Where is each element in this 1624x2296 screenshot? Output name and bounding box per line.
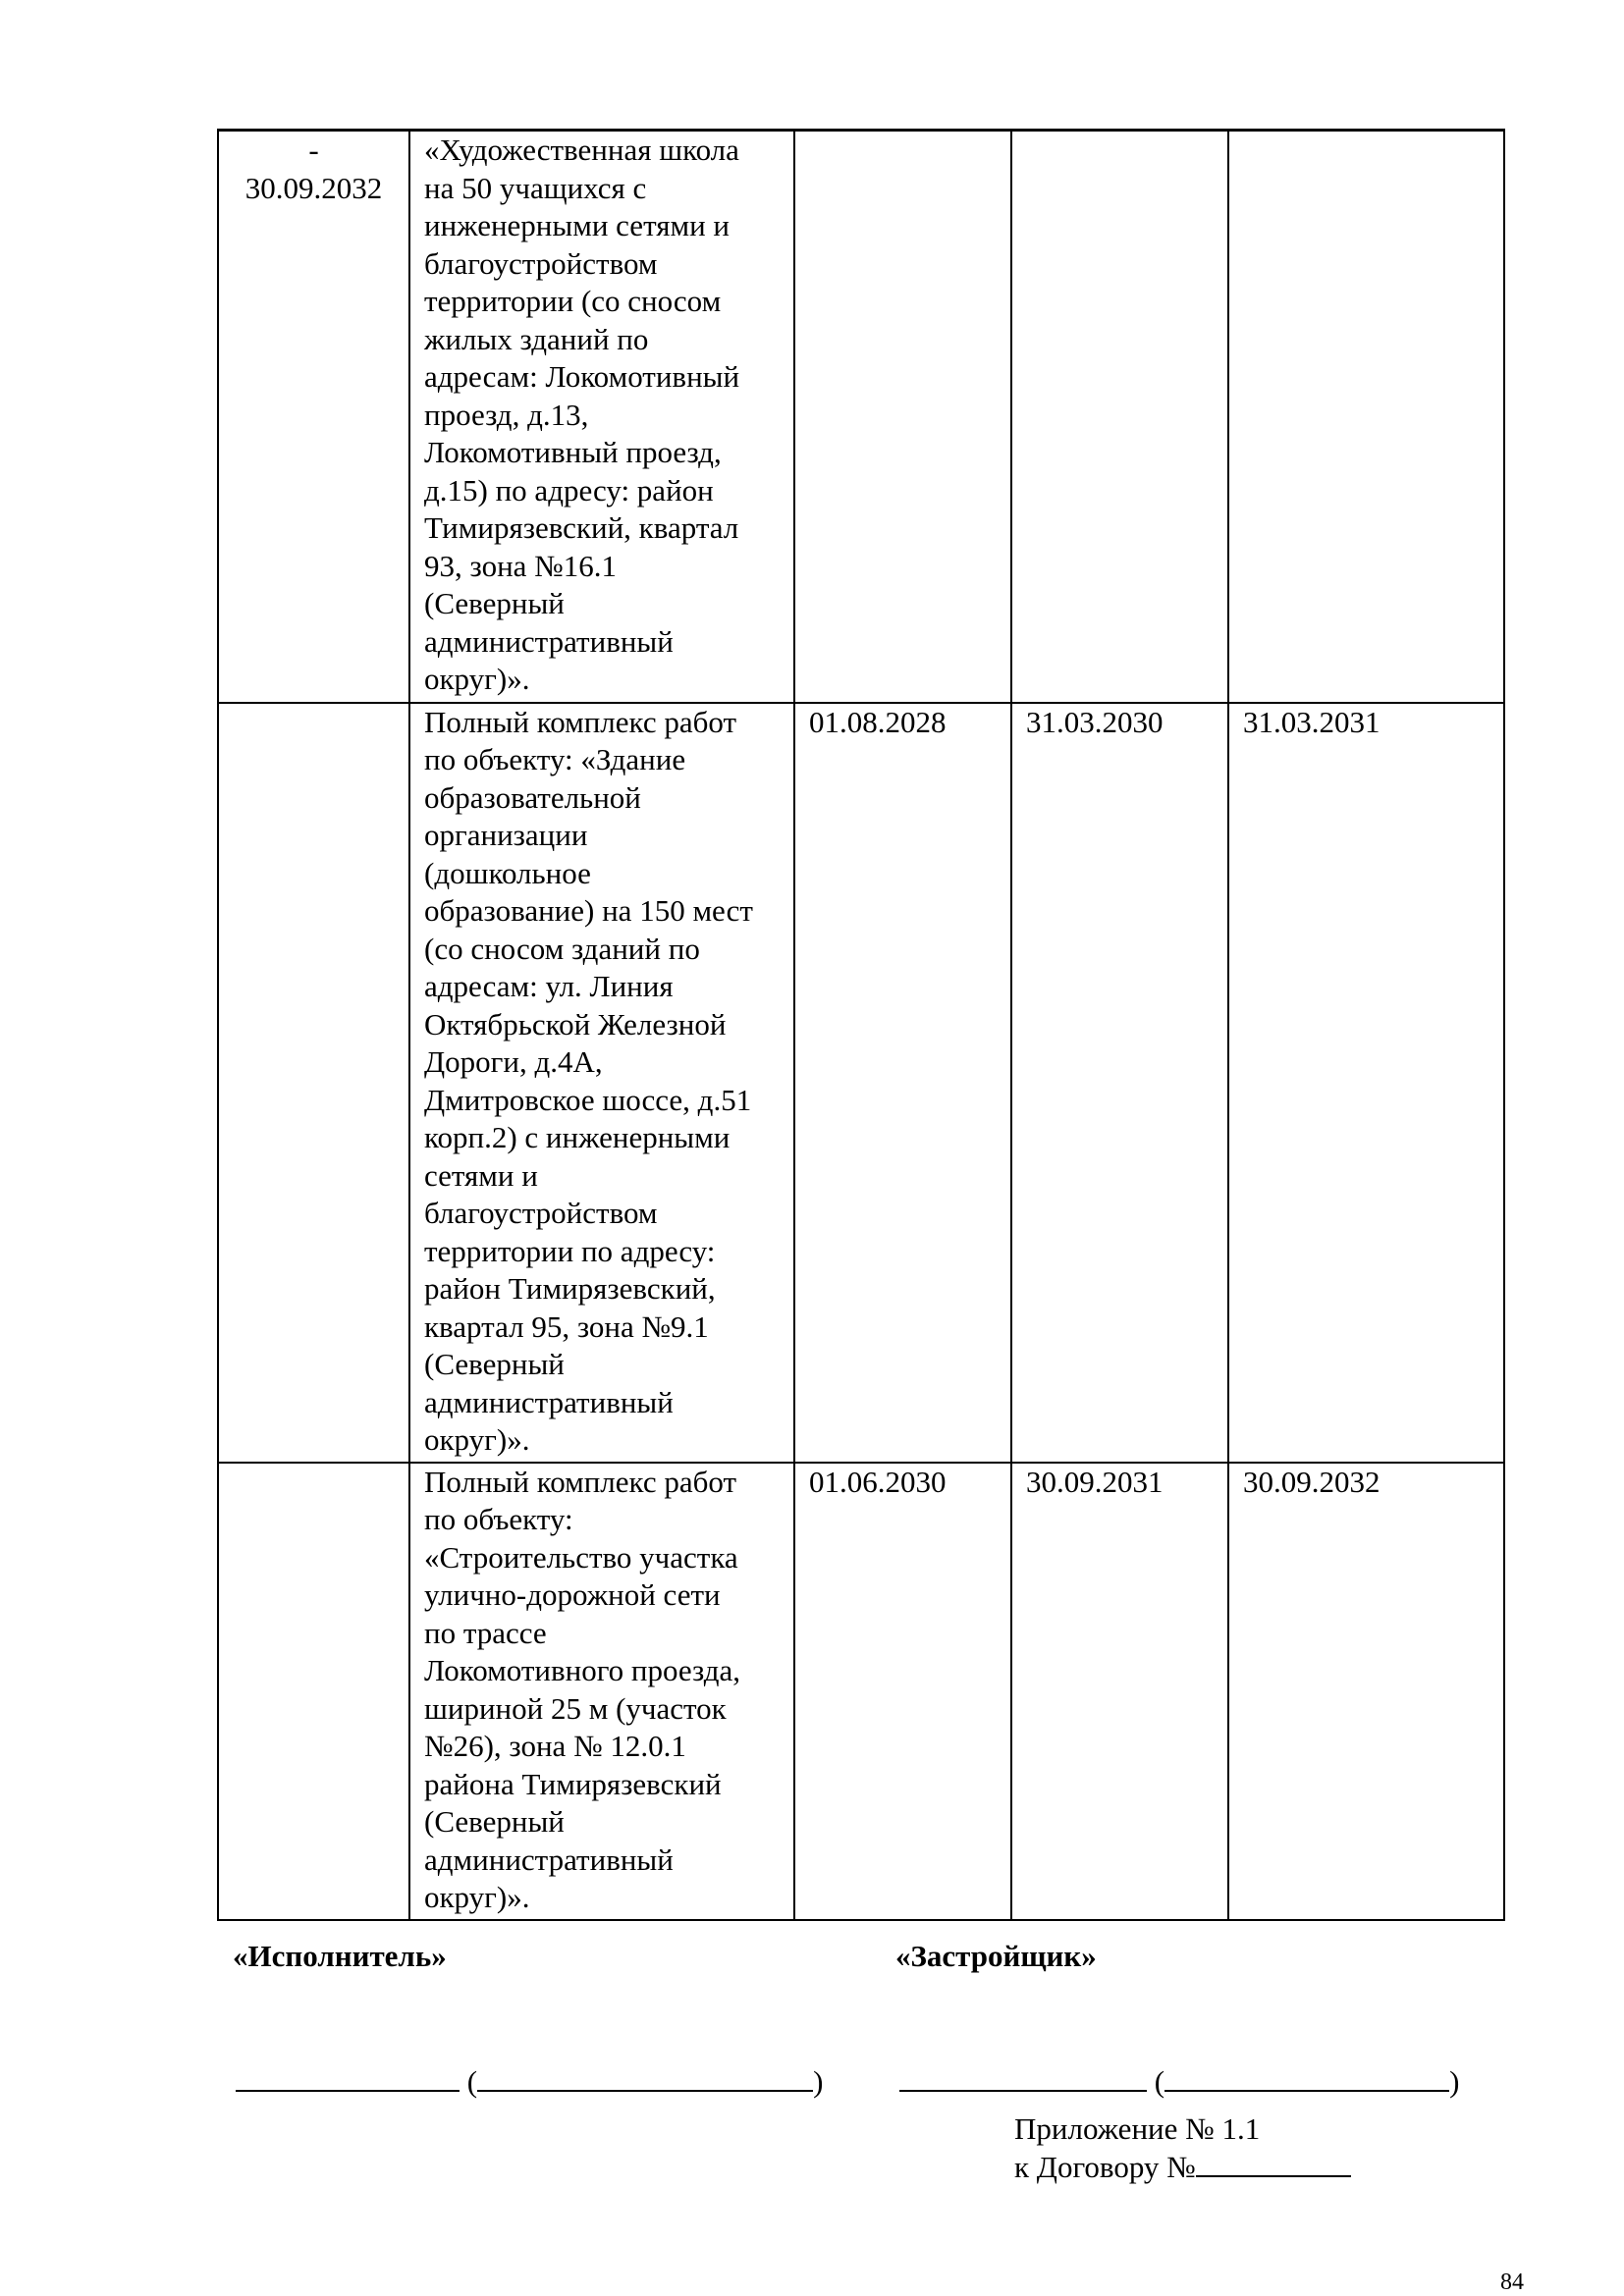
date-cell-3 [1228, 131, 1504, 703]
dash-mark: - [308, 133, 319, 167]
date-cell-3: 30.09.2032 [1228, 1463, 1504, 1920]
start-date-cell [218, 703, 409, 1463]
schedule-table [217, 129, 1505, 1921]
executor-label: «Исполнитель» [233, 1939, 447, 1973]
appendix-note [1014, 2110, 1351, 2186]
start-date: 30.09.2032 [244, 170, 383, 205]
developer-label: «Застройщик» [895, 1939, 1097, 1973]
developer-signature-line [899, 2060, 1459, 2100]
appendix-title: Приложение № 1.1 [1014, 2111, 1261, 2146]
contract-label: к Договору № [1014, 2150, 1196, 2184]
start-date-cell [218, 1463, 409, 1920]
name-blank [477, 2060, 813, 2092]
date-cell-3: 31.03.2031 [1228, 703, 1504, 1463]
date-cell-2: 30.09.2031 [1011, 1463, 1228, 1920]
start-date-cell [218, 131, 409, 703]
paren-open: ( [466, 2064, 478, 2099]
table-row [218, 1463, 1504, 1920]
table-row [218, 703, 1504, 1463]
contract-reference [1014, 2148, 1351, 2186]
date-cell-1: 01.08.2028 [794, 703, 1011, 1463]
date-cell-2: 31.03.2030 [1011, 703, 1228, 1463]
contract-number-blank [1196, 2148, 1351, 2177]
signature-blank [899, 2060, 1147, 2092]
paren-close: ) [1449, 2064, 1460, 2099]
table-row [218, 131, 1504, 703]
object-description: Полный комплекс работ по объекту: «Здание образовательной организации (дошкольное образование) на 150 мест (со сносом зданий по адресам: ул. Линия Октябрьской Железной Дороги, д.4А, Дмитровское шоссе, д.51 корп.2) с инженерными сетями и благоустройством территории по адресу: район Тимирязевский, квартал 95, зона №9.1 (Северный административный округ)». [409, 703, 794, 1463]
date-cell-1: 01.06.2030 [794, 1463, 1011, 1920]
signature-blank [236, 2060, 460, 2092]
paren-close: ) [813, 2064, 824, 2099]
page-number: 84 [1500, 2269, 1524, 2295]
date-cell-1 [794, 131, 1011, 703]
paren-open: ( [1154, 2064, 1165, 2099]
name-blank [1164, 2060, 1449, 2092]
executor-signature-line [236, 2060, 823, 2100]
object-description: Полный комплекс работ по объекту: «Строительство участка улично-дорожной сети по трассе Локомотивного проезда, шириной 25 м (участок №26), зона № 12.0.1 района Тимирязевский (Северный административный округ)». [409, 1463, 794, 1920]
date-cell-2 [1011, 131, 1228, 703]
object-description: «Художественная школа на 50 учащихся с инженерными сетями и благоустройством территории (со сносом жилых зданий по адресам: Локомотивный проезд, д.13, Локомотивный проезд, д.15) по адресу: район Тимирязевский, квартал 93, зона №16.1 (Северный административный округ)». [409, 131, 794, 703]
